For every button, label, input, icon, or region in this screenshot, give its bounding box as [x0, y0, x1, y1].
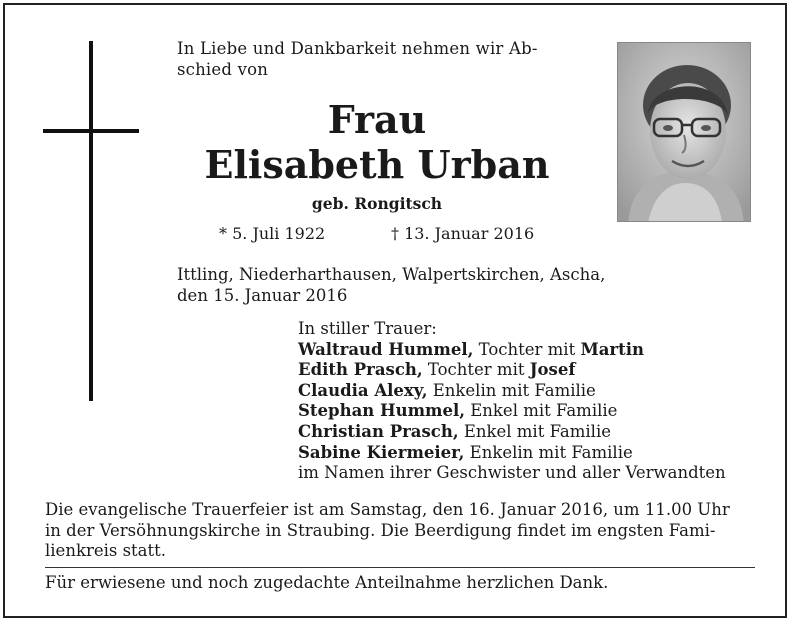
birth-date: * 5. Juli 1922 [219, 224, 326, 243]
mourner-partner: Martin [580, 339, 645, 359]
service-info [45, 500, 759, 562]
mourners-list [298, 319, 768, 484]
salutation: Frau [327, 97, 427, 142]
intro-line: In Liebe und Dankbarkeit nehmen wir Ab- [177, 39, 538, 58]
portrait-photo [617, 42, 751, 222]
service-line: Die evangelische Trauerfeier ist am Samstag, den 16. Januar 2016, um 11.00 Uhr [45, 500, 730, 519]
cross-icon [89, 41, 93, 401]
deceased-name: Elisabeth Urban [204, 142, 550, 187]
mourners-heading: In stiller Trauer: [298, 319, 437, 338]
obituary-notice [3, 3, 787, 618]
mourner-relation: Tochter mit [473, 339, 581, 359]
thanks-text: Für erwiesene und noch zugedachte Anteilnahme herzlichen Dank. [45, 573, 609, 592]
list-item [298, 401, 768, 422]
mourner-name: Christian Prasch, [298, 421, 459, 441]
list-item [298, 443, 768, 464]
death-date: † 13. Januar 2016 [391, 224, 535, 243]
service-line: lienkreis statt. [45, 541, 167, 561]
mourners-closing: im Namen ihrer Geschwister und aller Verwandten [298, 463, 726, 483]
mourner-relation: Enkel mit Familie [465, 401, 618, 421]
divider [45, 567, 755, 568]
cross-icon-bar [43, 129, 139, 133]
mourner-name: Claudia Alexy, [298, 380, 428, 400]
list-item [298, 360, 768, 381]
mourner-name: Edith Prasch, [298, 360, 423, 380]
mourner-relation: Enkelin mit Familie [427, 380, 596, 400]
date-line: den 15. Januar 2016 [177, 286, 348, 305]
portrait-image [618, 43, 751, 222]
intro-text [177, 38, 587, 80]
list-item [298, 422, 768, 443]
mourner-name: Stephan Hummel, [298, 401, 466, 421]
place-line: Ittling, Niederharthausen, Walpertskirchen, Ascha, [177, 265, 606, 284]
service-line: in der Versöhnungskirche in Straubing. Die Beerdigung findet im engsten Fami- [45, 520, 716, 540]
mourner-relation: Enkel mit Familie [458, 421, 611, 441]
mourner-relation: Enkelin mit Familie [464, 442, 633, 462]
birth-name: geb. Rongitsch [311, 194, 443, 213]
mourner-name: Waltraud Hummel, [298, 339, 474, 359]
place-date [177, 264, 637, 306]
mourner-relation: Tochter mit [422, 360, 530, 380]
list-item [298, 340, 768, 361]
mourner-partner: Josef [529, 360, 576, 380]
list-item [298, 381, 768, 402]
mourner-name: Sabine Kiermeier, [298, 442, 465, 462]
intro-line: schied von [177, 60, 269, 79]
